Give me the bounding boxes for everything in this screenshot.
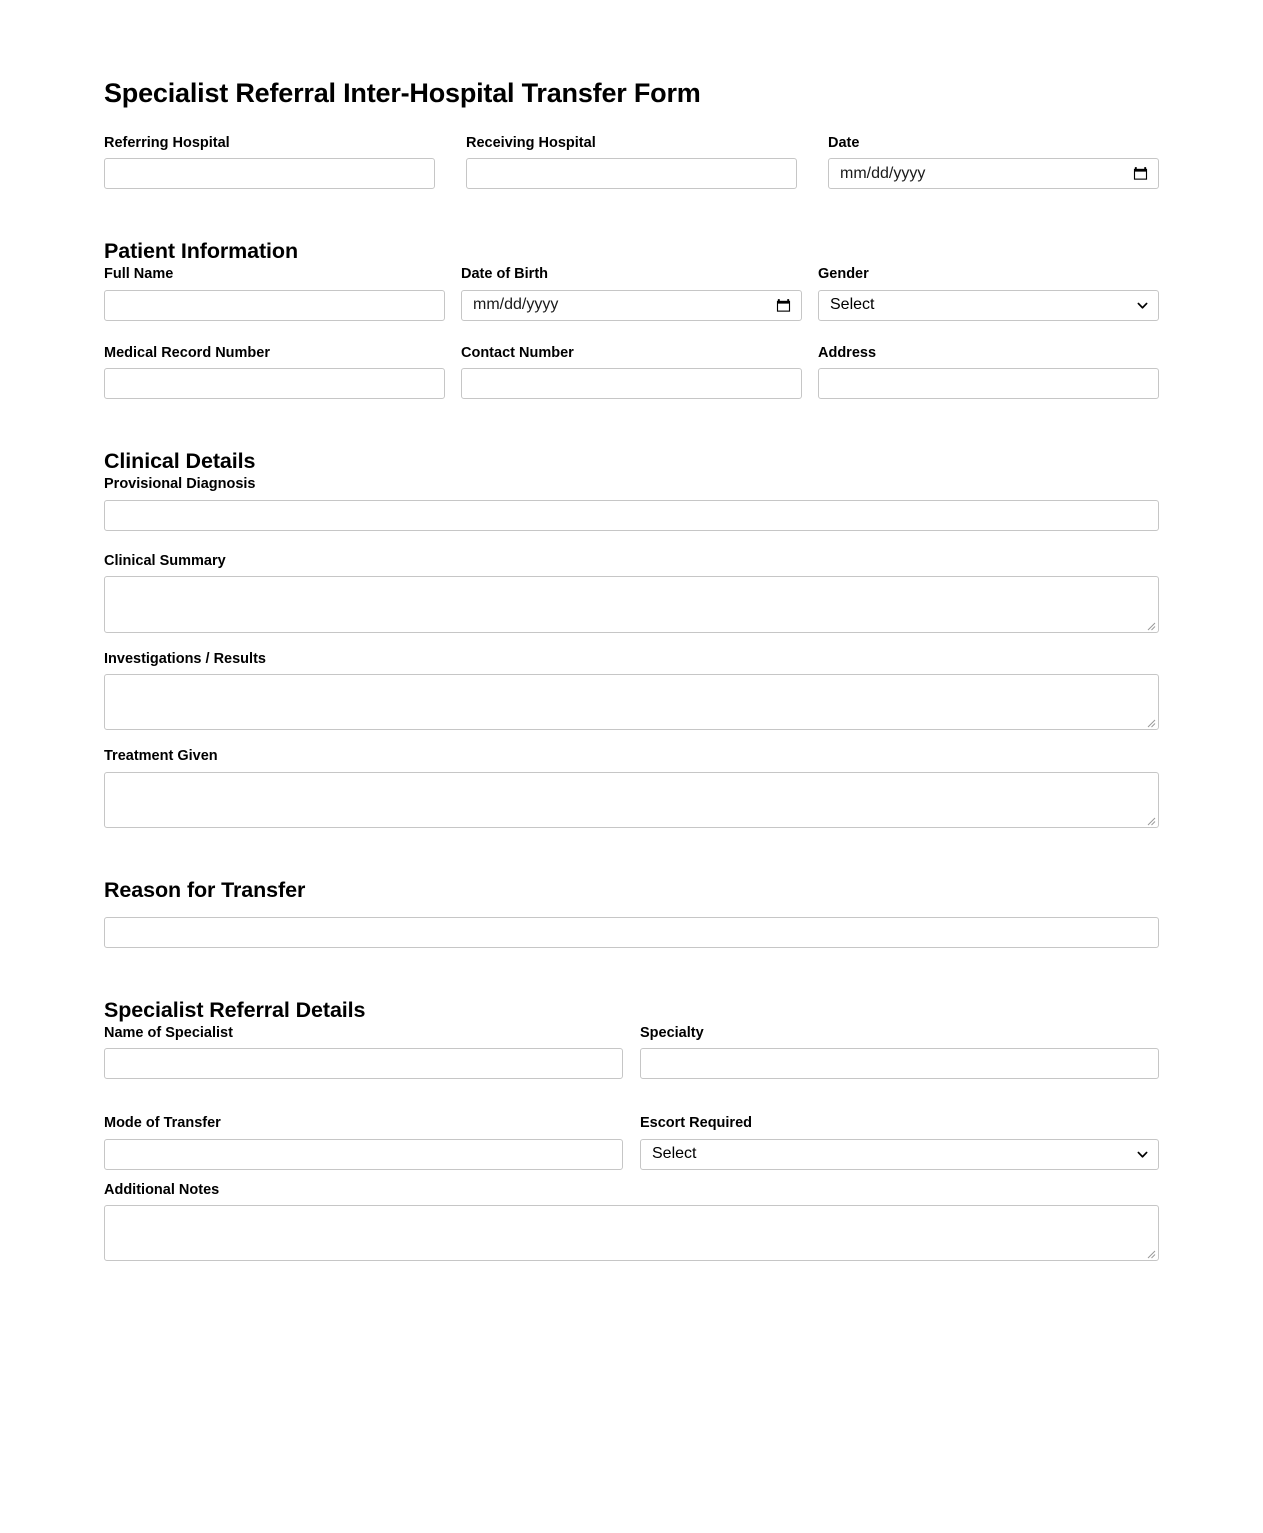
specialist-referral-details-heading: Specialist Referral Details bbox=[104, 997, 366, 1022]
referring-hospital-field bbox=[104, 135, 435, 189]
full-name-label: Full Name bbox=[104, 266, 174, 283]
investigations-results-field bbox=[104, 651, 1159, 730]
patient-row-2 bbox=[104, 345, 1159, 399]
receiving-hospital-field bbox=[466, 135, 797, 189]
clinical-summary-textarea[interactable] bbox=[104, 576, 1159, 633]
address-label: Address bbox=[818, 344, 877, 361]
referring-hospital-input[interactable] bbox=[104, 158, 435, 189]
specialist-referral-details-section bbox=[104, 998, 1159, 1261]
date-of-birth-field bbox=[461, 266, 802, 320]
contact-number-input[interactable] bbox=[461, 368, 802, 399]
medical-record-number-label: Medical Record Number bbox=[104, 344, 270, 361]
escort-required-label: Escort Required bbox=[640, 1115, 752, 1132]
clinical-summary-label: Clinical Summary bbox=[104, 552, 226, 569]
name-of-specialist-field bbox=[104, 1025, 623, 1079]
gender-select[interactable] bbox=[818, 290, 1159, 321]
date-of-birth-input[interactable] bbox=[461, 290, 802, 321]
receiving-hospital-input[interactable] bbox=[466, 158, 797, 189]
provisional-diagnosis-label: Provisional Diagnosis bbox=[104, 476, 256, 493]
full-name-field bbox=[104, 266, 445, 320]
medical-record-number-input[interactable] bbox=[104, 368, 445, 399]
contact-number-label: Contact Number bbox=[461, 344, 574, 361]
treatment-given-field bbox=[104, 748, 1159, 827]
specialty-input[interactable] bbox=[640, 1048, 1159, 1079]
receiving-hospital-label: Receiving Hospital bbox=[466, 135, 596, 151]
resize-handle-icon[interactable] bbox=[1145, 815, 1156, 826]
mode-of-transfer-input[interactable] bbox=[104, 1139, 623, 1170]
gender-field bbox=[818, 266, 1159, 320]
date-field bbox=[828, 135, 1159, 189]
page-title: Specialist Referral Inter-Hospital Transfer Form bbox=[104, 78, 701, 108]
treatment-given-label: Treatment Given bbox=[104, 748, 218, 765]
escort-required-selected-value: Select bbox=[652, 1145, 697, 1163]
specialist-row-2 bbox=[104, 1115, 1159, 1169]
date-of-birth-label: Date of Birth bbox=[461, 266, 548, 283]
specialist-row-1 bbox=[104, 1025, 1159, 1079]
additional-notes-field bbox=[104, 1182, 1159, 1261]
gender-selected-value: Select bbox=[830, 296, 875, 314]
resize-handle-icon[interactable] bbox=[1145, 620, 1156, 631]
date-of-birth-placeholder: mm/dd/yyyy bbox=[473, 296, 559, 314]
date-placeholder: mm/dd/yyyy bbox=[840, 164, 926, 182]
specialty-label: Specialty bbox=[640, 1024, 704, 1041]
additional-notes-textarea[interactable] bbox=[104, 1205, 1159, 1261]
gender-label: Gender bbox=[818, 266, 869, 283]
additional-notes-label: Additional Notes bbox=[104, 1181, 220, 1198]
clinical-details-section bbox=[104, 449, 1159, 828]
patient-row-1 bbox=[104, 266, 1159, 320]
reason-for-transfer-input[interactable] bbox=[104, 917, 1159, 948]
calendar-icon[interactable] bbox=[776, 298, 791, 313]
full-name-input[interactable] bbox=[104, 290, 445, 321]
investigations-results-textarea[interactable] bbox=[104, 674, 1159, 730]
patient-information-section bbox=[104, 239, 1159, 399]
clinical-summary-field bbox=[104, 553, 1159, 633]
specialty-field bbox=[640, 1025, 1159, 1079]
reason-for-transfer-heading: Reason for Transfer bbox=[104, 877, 306, 902]
contact-number-field bbox=[461, 345, 802, 399]
treatment-given-textarea[interactable] bbox=[104, 772, 1159, 828]
escort-required-field bbox=[640, 1115, 1159, 1169]
patient-information-heading: Patient Information bbox=[104, 239, 298, 264]
mode-of-transfer-label: Mode of Transfer bbox=[104, 1115, 221, 1132]
provisional-diagnosis-input[interactable] bbox=[104, 500, 1159, 531]
chevron-down-icon[interactable] bbox=[1136, 299, 1149, 312]
investigations-results-label: Investigations / Results bbox=[104, 650, 266, 667]
resize-handle-icon[interactable] bbox=[1145, 1248, 1156, 1259]
date-label: Date bbox=[828, 135, 860, 151]
referring-hospital-label: Referring Hospital bbox=[104, 135, 230, 151]
date-input[interactable] bbox=[828, 158, 1159, 189]
medical-record-number-field bbox=[104, 345, 445, 399]
provisional-diagnosis-field bbox=[104, 476, 1159, 530]
clinical-details-heading: Clinical Details bbox=[104, 449, 256, 474]
chevron-down-icon[interactable] bbox=[1136, 1148, 1149, 1161]
calendar-icon[interactable] bbox=[1133, 166, 1148, 181]
address-field bbox=[818, 345, 1159, 399]
name-of-specialist-label: Name of Specialist bbox=[104, 1024, 233, 1041]
mode-of-transfer-field bbox=[104, 1115, 623, 1169]
reason-for-transfer-section bbox=[104, 878, 1159, 948]
hospital-date-row bbox=[104, 135, 1159, 189]
resize-handle-icon[interactable] bbox=[1145, 717, 1156, 728]
address-input[interactable] bbox=[818, 368, 1159, 399]
escort-required-select[interactable] bbox=[640, 1139, 1159, 1170]
name-of-specialist-input[interactable] bbox=[104, 1048, 623, 1079]
